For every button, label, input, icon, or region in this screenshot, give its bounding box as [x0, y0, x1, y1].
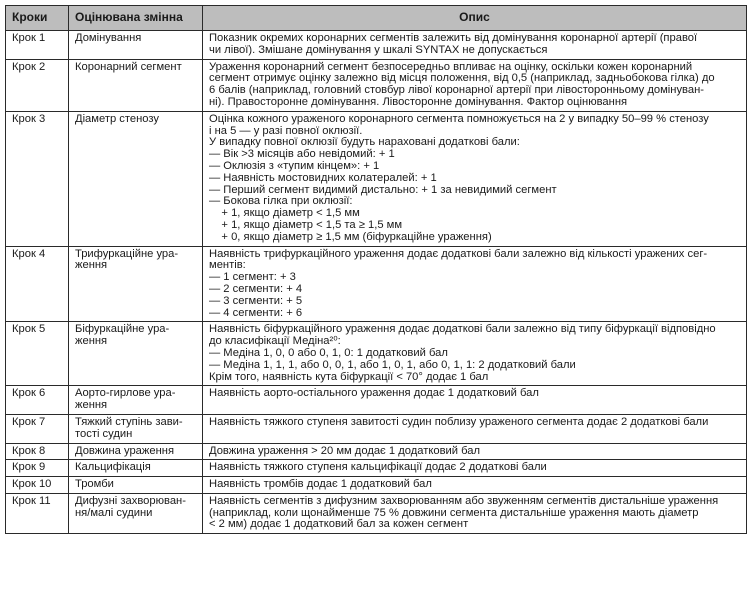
description-line: Наявність біфуркаційного ураження додає додаткові бали залежно від типу біфуркації відповідно	[209, 323, 716, 336]
variable-line: Домінування	[75, 32, 142, 44]
step-cell: Крок 3	[6, 111, 69, 246]
variable-cell	[69, 460, 203, 477]
description-cell	[203, 31, 747, 60]
variable-cell	[69, 111, 203, 246]
step-cell: Крок 5	[6, 322, 69, 386]
variable-line: Біфуркаційне ура-	[75, 323, 170, 336]
variable-line: Довжина ураження	[75, 444, 175, 457]
step-cell: Крок 1	[6, 31, 69, 60]
variable-cell	[69, 414, 203, 443]
description-line: Наявність сегментів з дифузним захворюванням або звуженням сегментів дистальніше ураження	[209, 494, 719, 507]
description-cell	[203, 111, 747, 246]
variable-cell	[69, 386, 203, 415]
table-row	[6, 386, 747, 415]
description-line: < 2 мм) додає 1 додатковий бал за кожен сегмент	[209, 518, 469, 531]
description-line: — Медіна 1, 0, 0 або 0, 1, 0: 1 додатковий бал	[209, 346, 448, 359]
description-cell	[203, 386, 747, 415]
variable-line: Коронарний сегмент	[75, 60, 182, 73]
description-line: У випадку повної оклюзії будуть нараховані додаткові бали:	[209, 136, 520, 149]
description-cell	[203, 443, 747, 460]
step-cell: Крок 10	[6, 477, 69, 494]
description-line: ментів:	[209, 259, 246, 272]
variable-cell	[69, 246, 203, 322]
description-line: — 1 сегмент: + 3	[209, 271, 296, 284]
description-line: — 2 сегменти: + 4	[209, 282, 303, 295]
description-line: + 0, якщо діаметр ≥ 1,5 мм (біфуркаційне ураження)	[209, 230, 492, 243]
description-cell	[203, 322, 747, 386]
variable-cell	[69, 443, 203, 460]
step-cell: Крок 4	[6, 246, 69, 322]
description-line: — Медіна 1, 1, 1, або 0, 0, 1, або 1, 0, 1, або 0, 1, 1: 2 додатковий бали	[209, 358, 576, 371]
header-description: Опис	[203, 6, 747, 31]
table-row	[6, 31, 747, 60]
description-line: + 1, якщо діаметр < 1,5 мм	[209, 207, 360, 220]
syntax-score-table	[5, 5, 746, 534]
description-line: Наявність аорто-остіального ураження додає 1 додатковий бал	[209, 387, 539, 400]
description-line: до класифікації Медіна²⁰:	[209, 335, 341, 348]
description-line: + 1, якщо діаметр < 1,5 та ≥ 1,5 мм	[209, 218, 403, 231]
description-line: — Оклюзія з «тупим кінцем»: + 1	[209, 159, 380, 172]
step-cell: Крок 8	[6, 443, 69, 460]
description-line: — Вік >3 місяців або невідомий: + 1	[209, 148, 395, 161]
description-line: — 4 сегменти: + 6	[209, 306, 303, 319]
description-cell	[203, 493, 747, 533]
variable-line: ження	[75, 259, 108, 272]
step-cell: Крок 9	[6, 460, 69, 477]
variable-line: ження	[75, 399, 108, 412]
description-line: — Наявність мостовидних колатералей: + 1	[209, 171, 437, 184]
description-line: чи лівої). Змішане домінування у шкалі SYNTAX не допускається	[209, 43, 548, 56]
variable-cell	[69, 59, 203, 111]
description-line: 6 балів (наприклад, головний стовбур лівої коронарної артерії при лівосторонньому домінуван-	[209, 84, 704, 97]
description-cell	[203, 460, 747, 477]
variable-line: ження	[75, 335, 108, 348]
table-row	[6, 414, 747, 443]
description-cell	[203, 414, 747, 443]
description-line: і на 5 — у разі повної оклюзії.	[209, 124, 363, 137]
description-line: — Бокова гілка при оклюзії:	[209, 195, 353, 208]
description-cell	[203, 477, 747, 494]
description-line: — 3 сегменти: + 5	[209, 294, 303, 307]
description-line: Наявність тяжкого ступеня кальцифікації додає 2 додаткові бали	[209, 461, 547, 474]
variable-line: ня/малі судини	[75, 506, 153, 519]
description-line: ні). Правосторонне домінування. Лівосторонне домінування. Фактор оцінювання	[209, 95, 628, 108]
description-line: сегмент отримує оцінку залежно від місця положення, від 0,5 (наприклад, задньобокова гілка) до	[209, 72, 715, 85]
table-row	[6, 493, 747, 533]
description-line: Показник окремих коронарних сегментів залежить від домінування коронарної артерії (правої	[209, 32, 698, 44]
description-line: Наявність тромбів додає 1 додатковий бал	[209, 478, 432, 491]
description-cell	[203, 59, 747, 111]
table-row	[6, 460, 747, 477]
variable-line: тості судин	[75, 427, 133, 440]
table-row	[6, 322, 747, 386]
description-line: (наприклад, коли щонайменше 75 % довжини сегмента дистальніше ураження мають діаметр	[209, 506, 699, 519]
variable-cell	[69, 322, 203, 386]
table-row	[6, 443, 747, 460]
variable-cell	[69, 493, 203, 533]
description-cell	[203, 246, 747, 322]
variable-line: Діаметр стенозу	[75, 112, 159, 125]
description-line: Оцінка кожного ураженого коронарного сегмента помножується на 2 у випадку 50–99 % стенозу	[209, 112, 709, 125]
table-row	[6, 111, 747, 246]
description-line: Наявність трифуркаційного ураження додає додаткові бали залежно від кількості уражених сег-	[209, 247, 708, 260]
description-line: Ураження коронарний сегмент безпосередньо впливає на оцінку, оскільки кожен коронарний	[209, 60, 693, 73]
description-line: Крім того, наявність кута біфуркації < 70° додає 1 бал	[209, 370, 489, 383]
table-row	[6, 59, 747, 111]
variable-cell	[69, 31, 203, 60]
header-variable: Оцінювана змінна	[69, 6, 203, 31]
table-body	[6, 31, 747, 534]
table-header	[6, 6, 747, 31]
step-cell: Крок 6	[6, 386, 69, 415]
variable-line: Дифузні захворюван-	[75, 494, 186, 507]
variable-line: Тромби	[75, 478, 114, 491]
header-row	[6, 6, 747, 31]
variable-cell	[69, 477, 203, 494]
step-cell: Крок 2	[6, 59, 69, 111]
variable-line: Кальцифікація	[75, 461, 151, 474]
variable-line: Трифуркаційне ура-	[75, 247, 179, 260]
header-steps: Кроки	[6, 6, 69, 31]
table	[5, 5, 747, 534]
variable-line: Тяжкий ступінь зави-	[75, 415, 183, 428]
table-row	[6, 246, 747, 322]
description-line: Наявність тяжкого ступеня завитості судин поблизу ураженого сегмента додає 2 додаткові бали	[209, 415, 709, 428]
step-cell: Крок 11	[6, 493, 69, 533]
step-cell: Крок 7	[6, 414, 69, 443]
variable-line: Аорто-гирлове ура-	[75, 387, 176, 400]
description-line: Довжина ураження > 20 мм додає 1 додатковий бал	[209, 444, 481, 457]
description-line: — Перший сегмент видимий дистально: + 1 за невидимий сегмент	[209, 183, 557, 196]
table-row	[6, 477, 747, 494]
